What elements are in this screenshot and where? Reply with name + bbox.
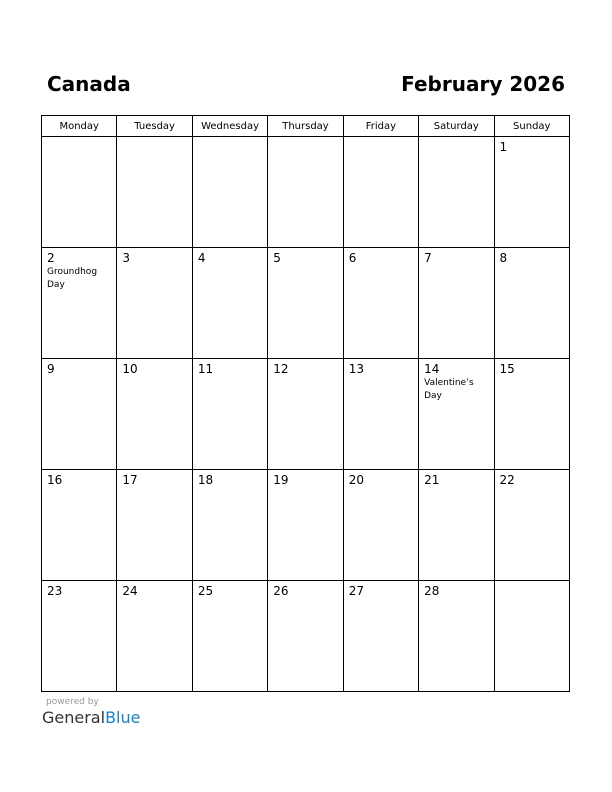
day-cell — [343, 359, 418, 470]
generalblue-logo[interactable] — [42, 708, 140, 727]
day-cell — [268, 470, 343, 581]
day-cell — [419, 359, 494, 470]
week-row — [42, 248, 570, 359]
day-cell — [494, 137, 569, 248]
day-cell — [117, 359, 192, 470]
day-cell — [192, 137, 267, 248]
day-number: 13 — [348, 362, 364, 376]
day-number: 9 — [47, 362, 55, 376]
day-number: 10 — [122, 362, 138, 376]
day-cell — [343, 581, 418, 692]
day-cell — [343, 470, 418, 581]
weekday-header: Sunday — [494, 116, 569, 137]
day-cell — [42, 248, 117, 359]
day-cell — [268, 581, 343, 692]
day-number: 22 — [499, 473, 515, 487]
day-number: 2 — [47, 251, 55, 265]
calendar-grid — [41, 115, 570, 692]
day-number: 25 — [197, 584, 214, 598]
day-number: 20 — [348, 473, 364, 487]
day-number: 26 — [273, 584, 289, 598]
day-cell — [268, 248, 343, 359]
day-cell — [117, 137, 192, 248]
weekday-header: Saturday — [419, 116, 494, 137]
day-cell — [494, 248, 569, 359]
brand-name-part2: Blue — [105, 708, 141, 727]
day-cell — [343, 137, 418, 248]
weekday-header-row — [42, 116, 570, 137]
day-cell — [419, 470, 494, 581]
week-row — [42, 359, 570, 470]
holiday-label: Valentine’s Day — [424, 378, 474, 401]
powered-by-text: powered by — [46, 697, 99, 707]
country-title: Canada — [47, 72, 131, 96]
day-number: 17 — [122, 473, 138, 487]
weekday-header: Wednesday — [192, 116, 267, 137]
day-cell — [42, 359, 117, 470]
day-cell — [494, 470, 569, 581]
day-cell — [192, 359, 267, 470]
day-cell — [419, 248, 494, 359]
day-cell — [42, 581, 117, 692]
day-number: 16 — [47, 473, 63, 487]
day-cell — [117, 470, 192, 581]
day-cell — [268, 359, 343, 470]
day-number: 28 — [424, 584, 440, 598]
day-number: 18 — [197, 473, 214, 487]
month-year-title: February 2026 — [401, 72, 565, 96]
day-cell — [343, 248, 418, 359]
week-row — [42, 137, 570, 248]
day-cell — [192, 248, 267, 359]
brand-name-part1: General — [42, 708, 106, 727]
day-number: 1 — [499, 140, 508, 154]
day-number: 27 — [348, 584, 364, 598]
weekday-header: Monday — [42, 116, 117, 137]
week-row — [42, 581, 570, 692]
day-cell — [494, 359, 569, 470]
day-cell — [192, 470, 267, 581]
day-number: 14 — [424, 362, 440, 376]
day-number: 6 — [348, 251, 357, 265]
day-number: 7 — [424, 251, 432, 265]
day-number: 4 — [197, 251, 206, 265]
weekday-header: Thursday — [268, 116, 343, 137]
day-number: 5 — [273, 251, 281, 265]
day-cell — [419, 137, 494, 248]
weekday-header: Tuesday — [117, 116, 192, 137]
day-number: 15 — [499, 362, 515, 376]
day-number: 19 — [273, 473, 289, 487]
day-number: 24 — [122, 584, 138, 598]
day-cell — [419, 581, 494, 692]
day-number: 3 — [122, 251, 131, 265]
holiday-label: Groundhog Day — [47, 267, 98, 290]
day-cell — [42, 137, 117, 248]
day-number: 23 — [47, 584, 63, 598]
day-cell — [117, 581, 192, 692]
day-number: 21 — [424, 473, 440, 487]
day-cell — [117, 248, 192, 359]
day-number: 11 — [197, 362, 214, 376]
day-cell — [268, 137, 343, 248]
day-number: 12 — [273, 362, 289, 376]
week-row — [42, 470, 570, 581]
day-cell — [192, 581, 267, 692]
day-cell — [42, 470, 117, 581]
day-cell — [494, 581, 569, 692]
day-number: 8 — [499, 251, 508, 265]
weekday-header: Friday — [343, 116, 418, 137]
